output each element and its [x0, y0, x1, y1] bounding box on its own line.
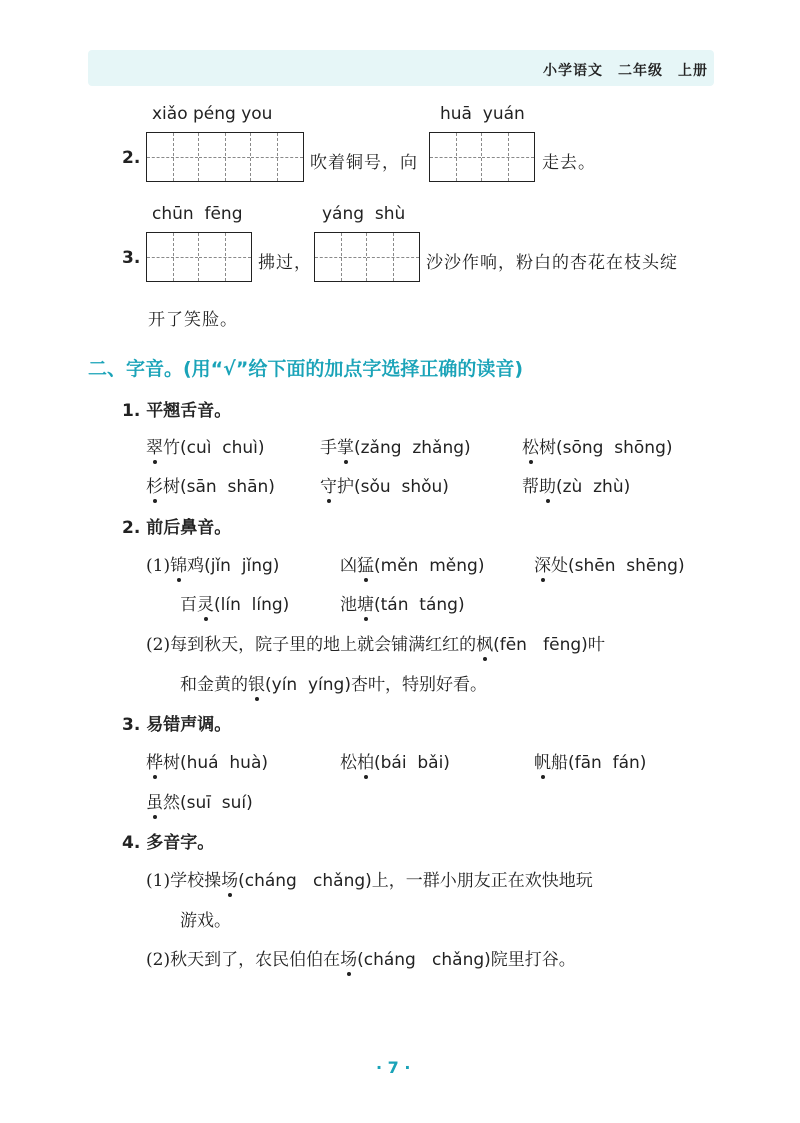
part-2-item-2: 凶猛 (měn měng) — [340, 551, 484, 576]
q2-text-1: 吹着铜号，向 — [310, 153, 418, 173]
q2-pinyin-1: xiǎo péng you — [152, 104, 273, 124]
part-2-item-3: 深处 (shēn shēng) — [534, 551, 685, 576]
q3-pinyin-2: yáng shù — [322, 204, 406, 224]
part-3-item-3: 帆船 (fān fán) — [534, 748, 646, 773]
q2-answer-box-2[interactable] — [429, 132, 535, 182]
part-1-item-2: 手掌 (zǎng zhǎng) — [320, 433, 471, 458]
q3-pinyin-1: chūn fēng — [152, 204, 243, 224]
q2-text-2: 走去。 — [542, 153, 596, 173]
header-title: 小学语文 二年级 上册 — [543, 63, 708, 79]
part-2-row-1: (1) 锦鸡 (jǐn jǐng) — [146, 551, 279, 576]
part-1-item-6: 帮助 (zù zhù) — [522, 472, 630, 497]
q3-answer-box-1[interactable] — [146, 232, 252, 282]
part-4-sentence-1: (1) 学校操 场 (cháng chǎng) 上，一群小朋友正在欢快地玩 — [146, 866, 593, 891]
part-2-sentence-line-2: 和金黄的 银 (yín yíng) 杏叶，特别好看。 — [180, 670, 487, 695]
part-2-title: 2. 前后鼻音。 — [122, 518, 232, 538]
q2-pinyin-2: huā yuán — [440, 104, 525, 124]
q3-text-3: 开了笑脸。 — [148, 310, 238, 330]
q3-text-1: 拂过， — [258, 253, 312, 273]
part-1-item-3: 松树 (sōng shōng) — [522, 433, 673, 458]
part-2-item-5: 池塘 (tán táng) — [340, 590, 465, 615]
part-3-item-1: 桦树 (huá huà) — [146, 748, 268, 773]
q3-number: 3. — [122, 248, 141, 268]
q2-number: 2. — [122, 148, 141, 168]
part-1-item-1: 翠竹 (cuì chuì) — [146, 433, 265, 458]
part-4-sentence-1-cont: 游戏。 — [180, 911, 231, 931]
part-2-item-4: 百灵 (lín líng) — [180, 590, 289, 615]
part-3-item-2: 松柏 (bái bǎi) — [340, 748, 450, 773]
part-2-sentence-line-1: (2) 每到秋天，院子里的地上就会铺满红红的 枫 (fēn fēng) 叶 — [146, 630, 605, 655]
q3-text-2: 沙沙作响，粉白的杏花在枝头绽 — [426, 253, 678, 273]
q2-answer-box-1[interactable] — [146, 132, 304, 182]
section-2-title: 二、字音。(用“√”给下面的加点字选择正确的读音) — [88, 358, 524, 380]
page-number: · 7 · — [376, 1058, 411, 1077]
part-1-title: 1. 平翘舌音。 — [122, 401, 232, 421]
part-1-item-5: 守护 (sǒu shǒu) — [320, 472, 449, 497]
q3-answer-box-2[interactable] — [314, 232, 420, 282]
part-4-sentence-2: (2) 秋天到了，农民伯伯在 场 (cháng chǎng) 院里打谷。 — [146, 945, 576, 970]
part-4-title: 4. 多音字。 — [122, 833, 215, 853]
part-3-title: 3. 易错声调。 — [122, 715, 232, 735]
part-3-item-4: 虽然 (suī suí) — [146, 788, 253, 813]
part-1-item-4: 杉树 (sān shān) — [146, 472, 275, 497]
